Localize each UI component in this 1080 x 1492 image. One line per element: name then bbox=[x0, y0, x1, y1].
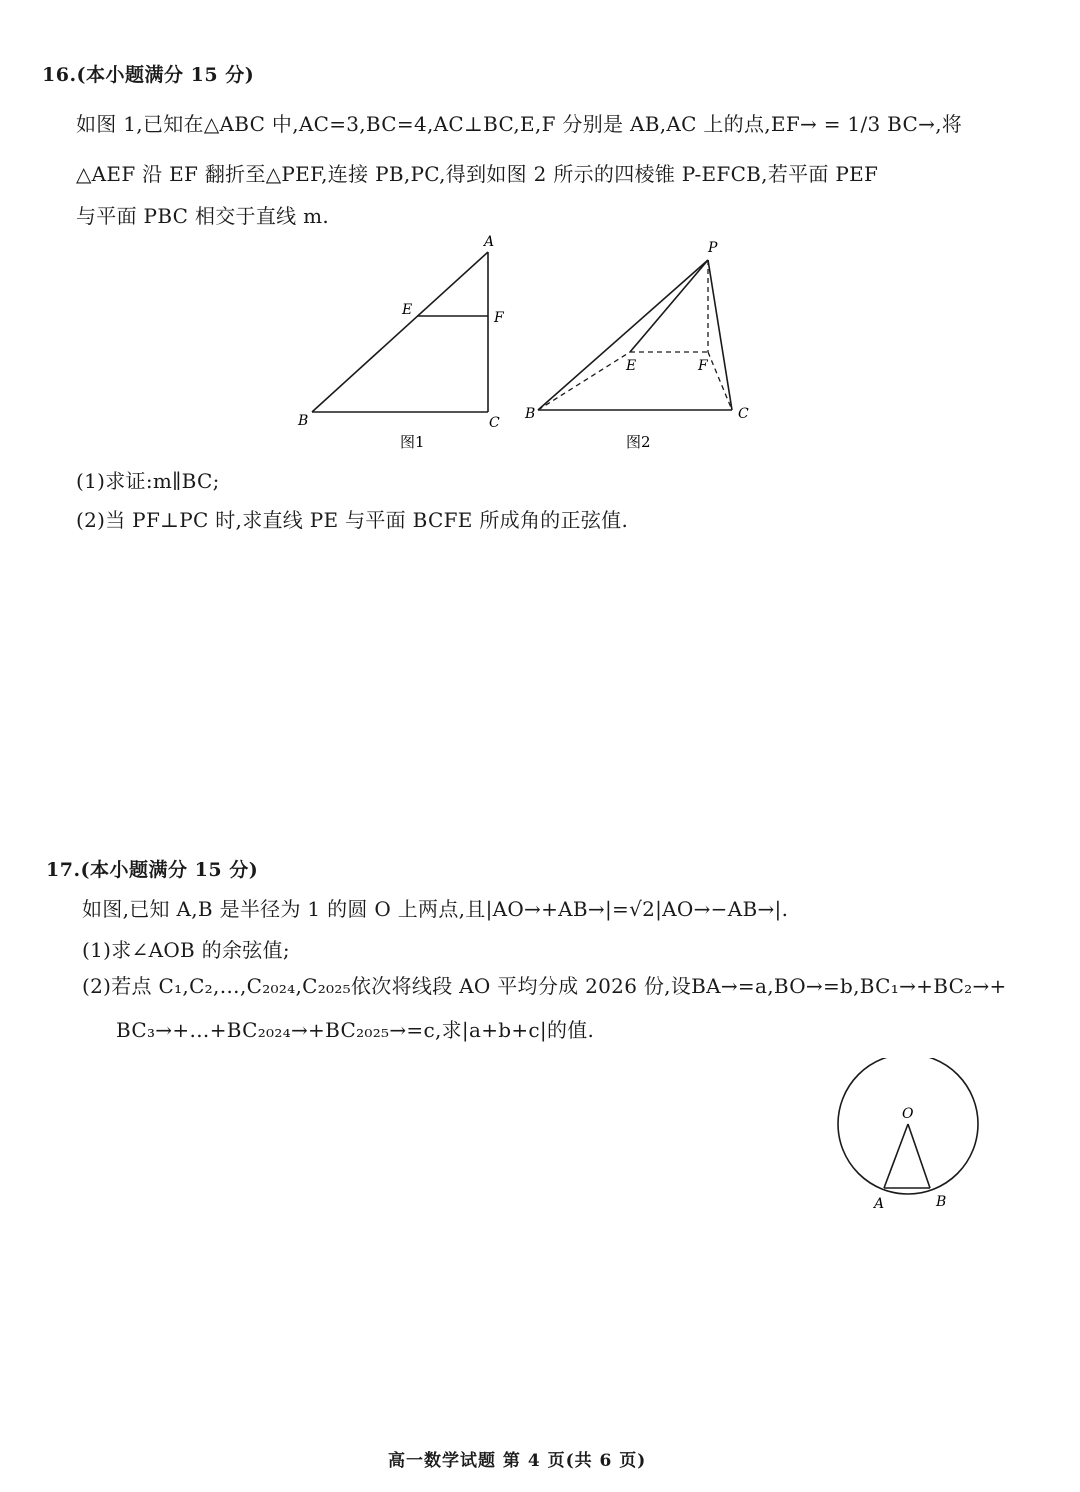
fig1-label-c: C bbox=[489, 415, 500, 431]
figure-2 bbox=[520, 232, 760, 458]
q17-sub-2b: BC₃→+…+BC₂₀₂₄→+BC₂₀₂₅→=c,求|a+b+c|的值. bbox=[116, 1018, 595, 1042]
fig1-caption: 图1 bbox=[400, 433, 425, 451]
circle-label-o: O bbox=[902, 1106, 914, 1122]
q16-sub-2: (2)当 PF⊥PC 时,求直线 PE 与平面 BCFE 所成角的正弦值. bbox=[76, 508, 629, 532]
q16-line-1: 如图 1,已知在△ABC 中,AC=3,BC=4,AC⊥BC,E,F 分别是 AB,AC 上的点,EF→ = 1/3 BC→,将 bbox=[76, 112, 963, 136]
figure-1 bbox=[290, 228, 520, 458]
fig2-line-pe bbox=[630, 260, 708, 352]
fig2-label-p: P bbox=[708, 240, 718, 256]
q16-heading: 16.(本小题满分 15 分) bbox=[42, 64, 255, 86]
q17-sub-1: (1)求∠AOB 的余弦值; bbox=[82, 938, 290, 962]
page-footer: 高一数学试题 第 4 页(共 6 页) bbox=[388, 1451, 647, 1471]
fig1-label-e: E bbox=[402, 302, 413, 318]
q17-sub-2a: (2)若点 C₁,C₂,…,C₂₀₂₄,C₂₀₂₅依次将线段 AO 平均分成 2026 份,设BA→=a,BO→=b,BC₁→+BC₂→+ bbox=[82, 974, 1007, 998]
segment-ob bbox=[908, 1124, 930, 1188]
fig2-caption: 图2 bbox=[626, 433, 651, 451]
circle-label-b: B bbox=[936, 1194, 947, 1210]
q17-heading: 17.(本小题满分 15 分) bbox=[46, 859, 259, 881]
fig2-label-e: E bbox=[626, 358, 637, 374]
fig2-label-c: C bbox=[738, 406, 749, 422]
figure-circle bbox=[826, 1058, 996, 1218]
fig1-label-f: F bbox=[494, 310, 504, 326]
fig2-label-b: B bbox=[525, 406, 536, 422]
fig2-line-fc bbox=[708, 352, 732, 410]
fig2-line-be bbox=[538, 352, 630, 410]
q16-sub-1: (1)求证:m∥BC; bbox=[76, 469, 220, 493]
fig1-line-ab bbox=[312, 252, 488, 412]
fig1-label-b: B bbox=[298, 413, 309, 429]
q16-line-3: 与平面 PBC 相交于直线 m. bbox=[76, 204, 330, 228]
fig1-label-a: A bbox=[484, 234, 495, 250]
fig2-line-pc bbox=[708, 260, 732, 410]
q16-line-2: △AEF 沿 EF 翻折至△PEF,连接 PB,PC,得到如图 2 所示的四棱锥 P-EFCB,若平面 PEF bbox=[76, 162, 879, 186]
circle-label-a: A bbox=[874, 1196, 885, 1212]
fig2-line-pb bbox=[538, 260, 708, 410]
segment-oa bbox=[884, 1124, 908, 1188]
q17-line-1: 如图,已知 A,B 是半径为 1 的圆 O 上两点,且|AO→+AB→|=√2|AO→−AB→|. bbox=[82, 897, 789, 921]
fig2-label-f: F bbox=[698, 358, 708, 374]
